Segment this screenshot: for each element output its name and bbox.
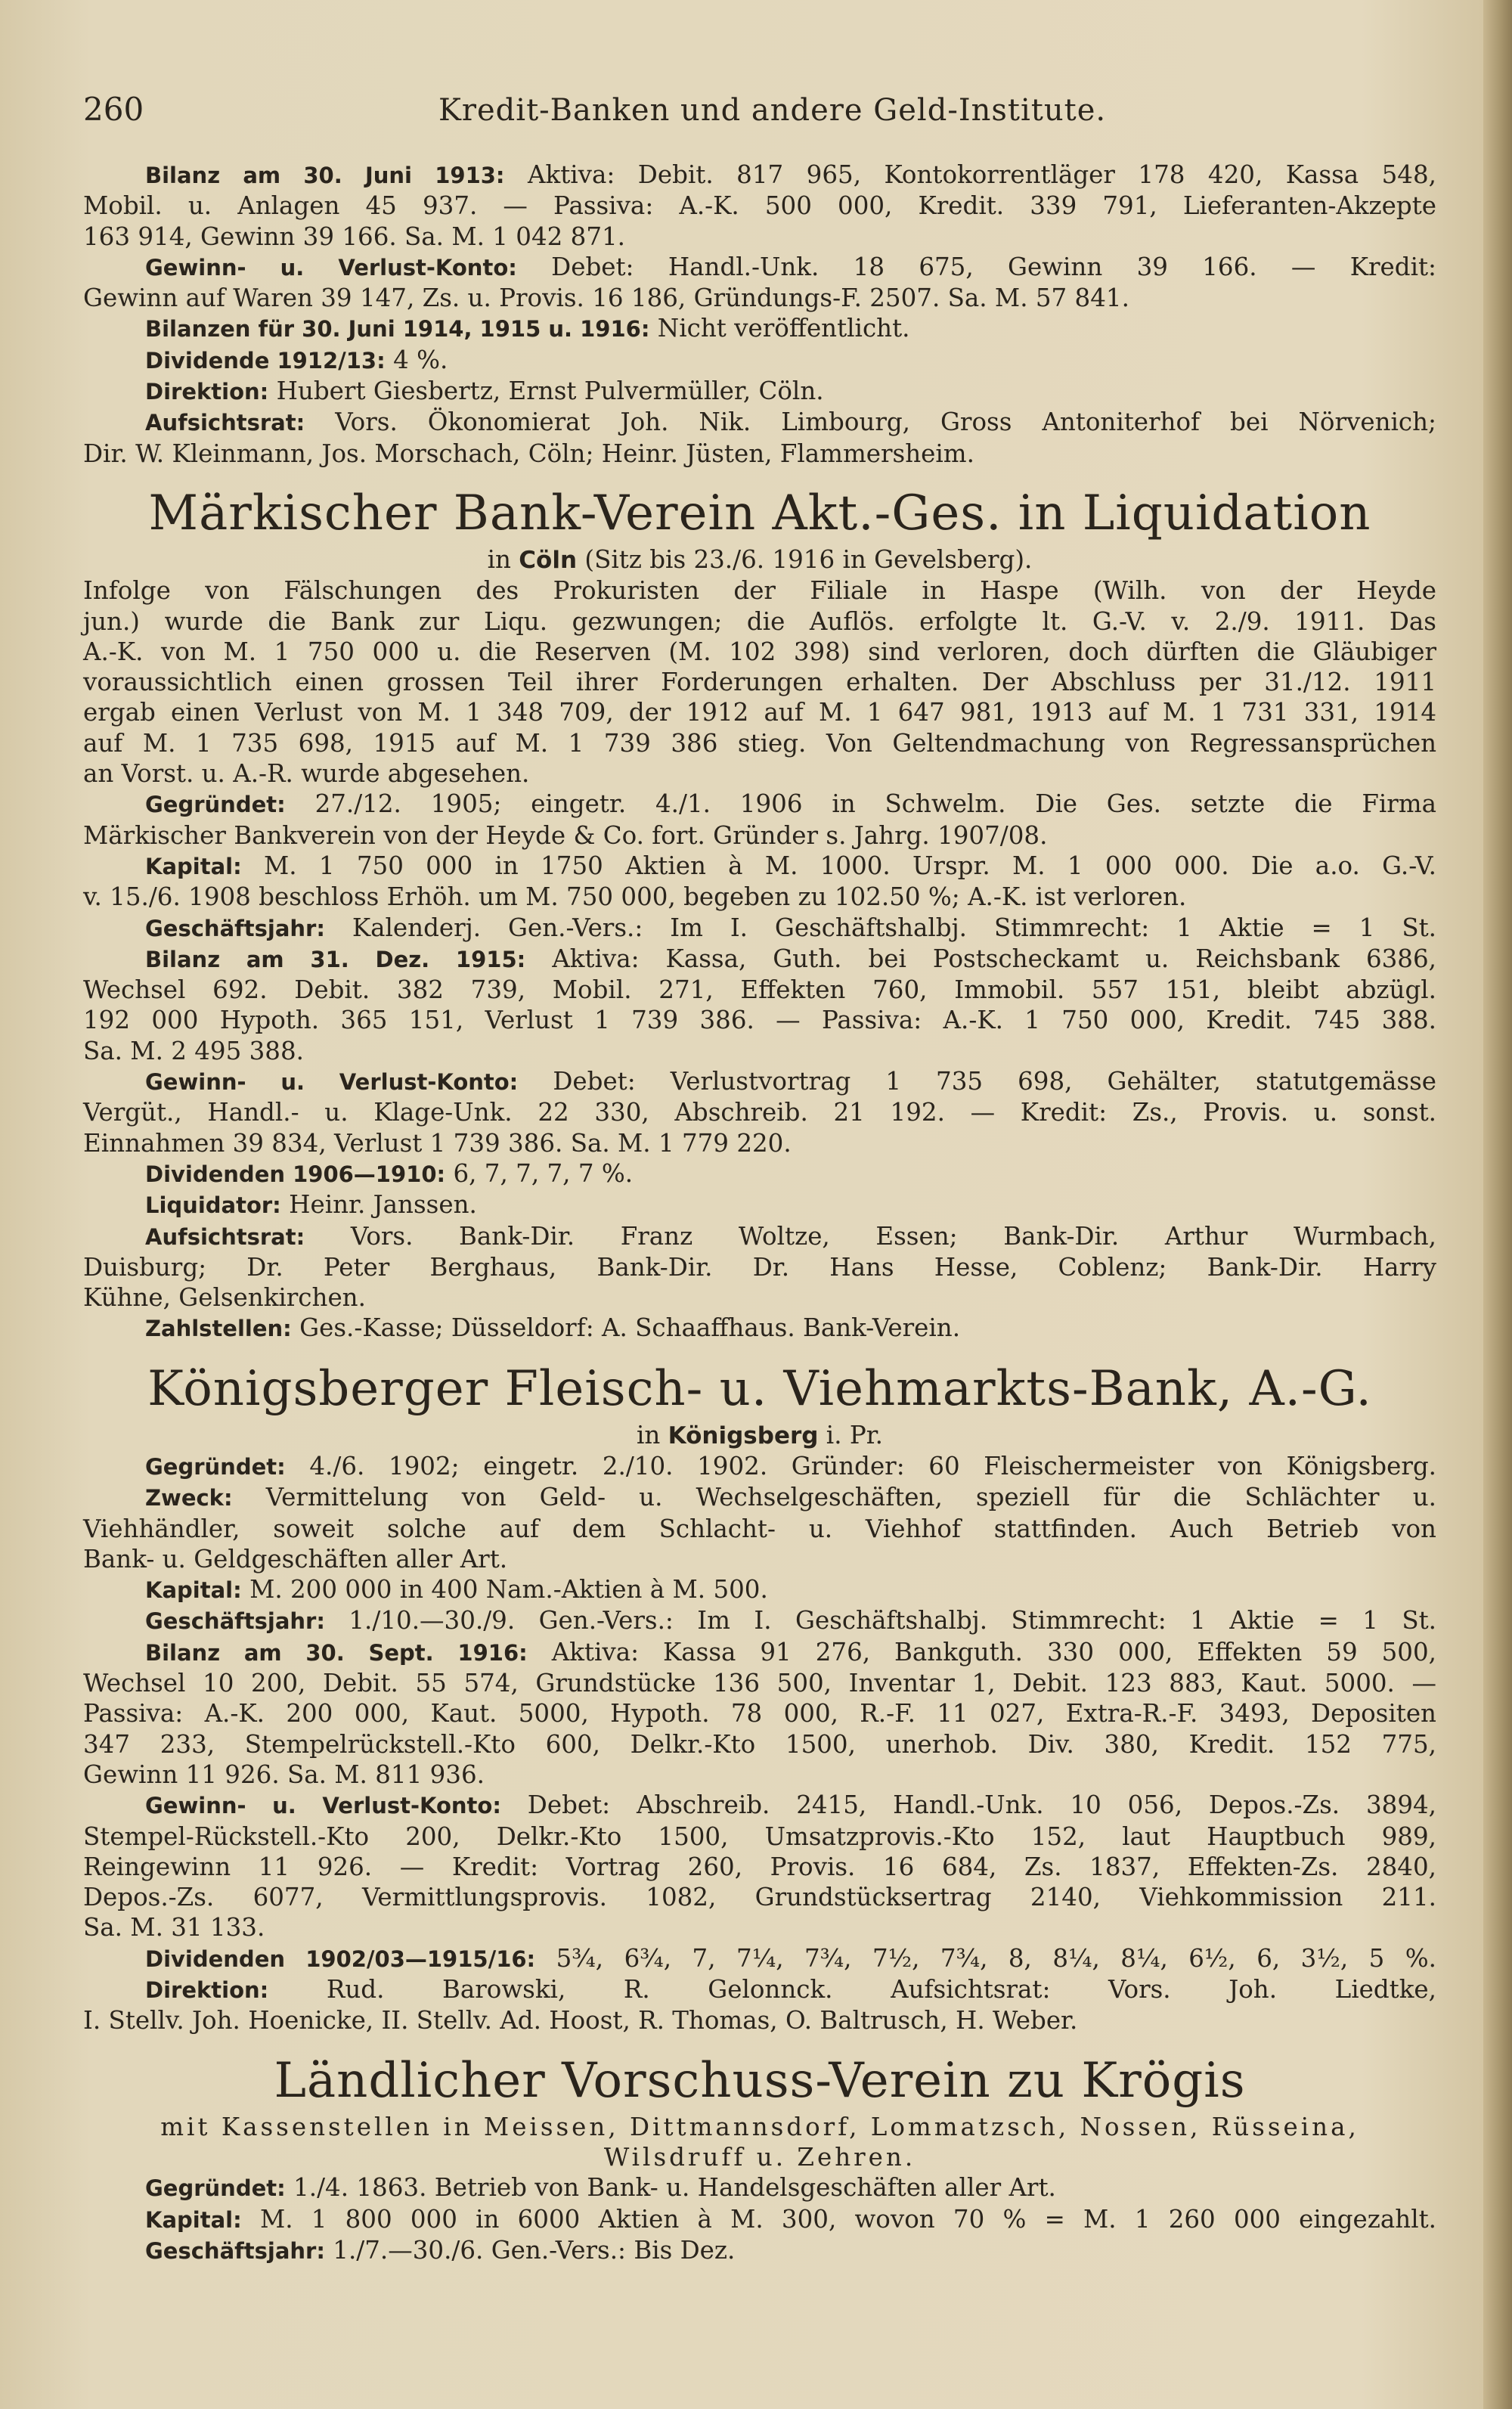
field-text: M. 1 750 000 in 1750 Aktien à M. 1000. Urspr. M. 1 000 000. Die a.o. G.-V. [264,851,1436,880]
field-text: Viehhändler, soweit solche auf dem Schlacht- u. Viehhof stattfinden. Auch Betrieb von [83,1514,1436,1543]
field-text: Vors. Ökonomierat Joh. Nik. Limbourg, Gross Antoniterhof bei Nörvenich; [335,408,1436,437]
text-line [83,606,1436,637]
field-text: Dir. W. Kleinmann, Jos. Morschach, Cöln; Heinr. Jüsten, Flammersheim. [83,439,974,468]
field-text: Stempel-Rückstell.-Kto 200, Delkr.-Kto 1500, Umsatzprovis.-Kto 152, laut Hauptbuch 989, [83,1821,1436,1851]
text-line [83,1668,1436,1698]
entry-field [83,1790,1436,1821]
text-line [83,1282,1436,1313]
field-label: Geschäftsjahr: [145,2237,325,2264]
location-place: Cöln [519,546,578,574]
entry-title: Ländlicher Vorschuss-Verein zu Krögis [274,2052,1246,2109]
field-text: auf M. 1 735 698, 1915 auf M. 1 739 386 stieg. Von Geltendmachung von Regressansprüchen [83,728,1436,758]
company-entry [83,160,1436,469]
field-text: Ges.-Kasse; Düsseldorf: A. Schaaffhaus. Bank-Verein. [299,1313,961,1343]
field-text: 347 233, Stempelrückstell.-Kto 600, Delkr.-Kto 1500, unerhob. Div. 380, Kredit. 152 775, [83,1729,1436,1759]
text-line [83,1821,1436,1852]
field-label: Bilanz am 30. Sept. 1916: [145,1639,528,1666]
field-text: Debet: Handl.-Unk. 18 675, Gewinn 39 166. — Kredit: [551,252,1436,281]
entry-field [83,1066,1436,1097]
field-label: Aufsichtsrat: [145,410,305,436]
text-line [83,439,1436,469]
entry-field [83,1221,1436,1252]
field-label: Zahlstellen: [145,1316,292,1342]
text-line [83,1698,1436,1728]
text-line [83,575,1436,606]
page-edge [1483,0,1512,2409]
entry-field [83,376,1436,407]
entry-field [83,1943,1436,1974]
field-text: 27./12. 1905; eingetr. 4./1. 1906 in Schwelm. Die Ges. setzte die Firma [314,789,1437,819]
field-label: Gewinn- u. Verlust-Konto: [145,1793,501,1819]
location-place: Königsberg [668,1422,819,1449]
field-text: 6, 7, 7, 7, 7 %. [453,1158,634,1188]
text-line [83,1128,1436,1158]
field-label: Direktion: [145,1977,269,2004]
field-text: Kühne, Gelsenkirchen. [83,1283,366,1313]
field-text: ergab einen Verlust von M. 1 348 709, der 1912 auf M. 1 647 981, 1913 auf M. 1 731 331, 1914 [83,698,1436,727]
field-label: Gegründet: [145,1453,286,1480]
text-line [83,1882,1436,1912]
entry-field [83,789,1436,820]
location-suffix: (Sitz bis 23./6. 1916 in Gevelsberg). [584,544,1033,574]
field-text: Wechsel 10 200, Debit. 55 574, Grundstücke 136 500, Inventar 1, Debit. 123 883, Kaut. 5000. — [83,1669,1436,1698]
field-text: I. Stellv. Joh. Hoenicke, II. Stellv. Ad. Hoost, R. Thomas, O. Baltrusch, H. Weber. [83,2006,1078,2035]
field-label: Gegründet: [145,792,286,818]
text-line [83,1036,1436,1066]
field-text: 4 %. [393,345,448,374]
field-text: Einnahmen 39 834, Verlust 1 739 386. Sa. M. 1 779 220. [83,1128,792,1158]
field-text: M. 1 800 000 in 6000 Aktien à M. 300, wovon 70 % = M. 1 260 000 eingezahlt. [259,2204,1436,2234]
text-line [83,1759,1436,1790]
text-line [83,1912,1436,1942]
entry-field [83,1574,1436,1605]
field-text: v. 15./6. 1908 beschloss Erhöh. um M. 750 000, begeben zu 102.50 %; A.-K. ist verloren. [83,882,1187,912]
running-title: Kredit-Banken und andere Geld-Institute. [438,93,1107,128]
field-text: Hubert Giesbertz, Ernst Pulvermüller, Cöln. [276,377,824,406]
field-text: 4./6. 1902; eingetr. 2./10. 1902. Gründer: 60 Fleischermeister von Königsberg. [309,1451,1436,1480]
entry-field [83,252,1436,283]
text-line [83,820,1436,851]
entry-field [83,160,1436,191]
entry-location-line: Wilsdruff u. Zehren. [603,2142,916,2172]
field-text: Sa. M. 2 495 388. [83,1036,304,1065]
field-label: Gewinn- u. Verlust-Konto: [145,254,517,281]
field-text: Bank- u. Geldgeschäften aller Art. [83,1544,508,1573]
field-label: Kapital: [145,1577,242,1604]
text-line [83,728,1436,758]
page-content [83,160,1436,2266]
company-entry [83,1360,1436,2036]
text-line [83,882,1436,912]
text-line [83,222,1436,252]
field-text: Infolge von Fälschungen des Prokuristen der Filiale in Haspe (Wilh. von der Heyde [83,576,1436,606]
field-label: Geschäftsjahr: [145,1608,325,1635]
entry-field [83,1158,1436,1189]
text-line [83,1544,1436,1574]
field-label: Dividenden 1902/03—1915/16: [145,1945,536,1972]
field-text: 1./4. 1863. Betrieb von Bank- u. Handelsgeschäften aller Art. [293,2173,1056,2203]
entry-field [83,407,1436,438]
field-label: Aufsichtsrat: [145,1223,305,1250]
field-text: jun.) wurde die Bank zur Liqu. gezwungen; die Auflös. erfolgte lt. G.-V. v. 2./9. 1911. Das [83,606,1436,636]
field-text: Rud. Barowski, R. Gelonnck. Aufsichtsrat: Vors. Joh. Liedtke, [326,1975,1436,2004]
company-entry [83,484,1436,1344]
field-label: Dividende 1912/13: [145,347,386,374]
entry-location [83,544,1436,575]
location-prefix: in [636,1420,661,1449]
field-text: Depos.-Zs. 6077, Vermittlungsprovis. 1082, Grundstücksertrag 2140, Viehkommission 211. [83,1883,1436,1912]
field-text: Debet: Abschreib. 2415, Handl.-Unk. 10 056, Depos.-Zs. 3894, [527,1790,1437,1820]
entry-field [83,313,1436,344]
text-line [83,697,1436,727]
field-text: Gewinn 11 926. Sa. M. 811 936. [83,1759,485,1789]
field-text: A.-K. von M. 1 750 000 u. die Reserven (M. 102 398) sind verloren, doch dürften die Gläubiger [83,637,1436,666]
location-suffix: i. Pr. [826,1420,884,1449]
entry-field [83,1482,1436,1513]
text-line [83,2005,1436,2035]
field-text: Gewinn auf Waren 39 147, Zs. u. Provis. 16 186, Gründungs-F. 2507. Sa. M. 57 841. [83,284,1129,313]
field-label: Zweck: [145,1485,233,1511]
field-label: Geschäftsjahr: [145,915,325,941]
field-label: Kapital: [145,853,242,879]
entry-field [83,944,1436,975]
field-text: 1./7.—30./6. Gen.-Vers.: Bis Dez. [333,2235,736,2265]
entry-field [83,1451,1436,1482]
field-label: Gegründet: [145,2175,286,2202]
field-text: Aktiva: Debit. 817 965, Kontokorrentläger 178 420, Kassa 548, [528,160,1436,189]
field-text: Vergüt., Handl.- u. Klage-Unk. 22 330, Abschreib. 21 192. — Kredit: Zs., Provis. u. sonst. [83,1098,1436,1127]
text-line [83,667,1436,697]
text-line [83,283,1436,313]
field-text: Debet: Verlustvortrag 1 735 698, Gehälter, statutgemässe [553,1067,1437,1096]
text-line [83,1729,1436,1759]
entry-field [83,1605,1436,1636]
entry-field [83,2172,1436,2203]
entry-field [83,1313,1436,1344]
entry-location-line: mit Kassenstellen in Meissen, Dittmannsdorf, Lommatzsch, Nossen, Rüsseina, [160,2112,1359,2141]
field-text: Vermittelung von Geld- u. Wechselgeschäften, speziell für die Schlächter u. [265,1483,1436,1512]
field-label: Direktion: [145,379,269,405]
entry-field [83,1637,1436,1668]
field-text: 163 914, Gewinn 39 166. Sa. M. 1 042 871. [83,222,626,251]
field-text: 1./10.—30./9. Gen.-Vers.: Im I. Geschäftshalbj. Stimmrecht: 1 Aktie = 1 St. [349,1606,1436,1635]
field-text: Wechsel 692. Debit. 382 739, Mobil. 271, Effekten 760, Immobil. 557 151, bleibt abzügl. [83,975,1436,1005]
field-text: voraussichtlich einen grossen Teil ihrer Forderungen erhalten. Der Abschluss per 31./12. 1911 [83,668,1436,697]
field-text: Mobil. u. Anlagen 45 937. — Passiva: A.-K. 500 000, Kredit. 339 791, Lieferanten-Akzepte [83,191,1436,221]
entry-field [83,2204,1436,2235]
text-line [83,1097,1436,1127]
location-prefix: in [487,544,511,574]
field-text: Duisburg; Dr. Peter Berghaus, Bank-Dir. Dr. Hans Hesse, Coblenz; Bank-Dir. Harry [83,1252,1436,1282]
field-text: Märkischer Bankverein von der Heyde & Co. fort. Gründer s. Jahrg. 1907/08. [83,820,1048,850]
field-text: 5¾, 6¾, 7, 7¼, 7¾, 7½, 7¾, 8, 8¼, 8¼, 6½, 6, 3½, 5 %. [556,1943,1436,1973]
text-line [83,191,1436,221]
entry-field [83,345,1436,376]
field-text: Passiva: A.-K. 200 000, Kaut. 5000, Hypoth. 78 000, R.-F. 11 027, Extra-R.-F. 3493, Depositen [83,1699,1436,1728]
field-label: Liquidator: [145,1192,281,1219]
field-label: Bilanz am 30. Juni 1913: [145,163,505,188]
field-text: Heinr. Janssen. [289,1190,477,1220]
entry-field [83,2235,1436,2266]
field-label: Kapital: [145,2206,242,2233]
field-text: Aktiva: Kassa, Guth. bei Postscheckamt u. Reichsbank 6386, [552,944,1436,973]
field-text: Sa. M. 31 133. [83,1913,265,1942]
field-text: Reingewinn 11 926. — Kredit: Vortrag 260, Provis. 16 684, Zs. 1837, Effekten-Zs. 2840, [83,1852,1436,1881]
text-line [83,637,1436,667]
text-line [83,1252,1436,1282]
field-text: M. 200 000 in 400 Nam.-Aktien à M. 500. [249,1575,768,1604]
entry-field [83,913,1436,944]
entry-title: Märkischer Bank-Verein Akt.-Ges. in Liquidation [148,485,1371,541]
field-label: Gewinn- u. Verlust-Konto: [145,1069,519,1096]
field-text: 192 000 Hypoth. 365 151, Verlust 1 739 386. — Passiva: A.-K. 1 750 000, Kredit. 745 388. [83,1006,1436,1035]
field-text: Aktiva: Kassa 91 276, Bankguth. 330 000, Effekten 59 500, [551,1637,1436,1666]
field-label: Bilanz am 31. Dez. 1915: [145,946,526,972]
text-line [83,758,1436,789]
company-entry [83,2051,1436,2266]
text-line [83,1852,1436,1882]
text-line [83,1005,1436,1035]
field-label: Bilanzen für 30. Juni 1914, 1915 u. 1916: [145,316,650,343]
page-number: 260 [83,91,144,128]
text-line [83,1514,1436,1544]
field-text: Kalenderj. Gen.-Vers.: Im I. Geschäftshalbj. Stimmrecht: 1 Aktie = 1 St. [352,913,1436,942]
field-text: Vors. Bank-Dir. Franz Woltze, Essen; Bank-Dir. Arthur Wurmbach, [350,1221,1436,1251]
entry-field [83,851,1436,882]
text-line [83,975,1436,1005]
entry-location [83,1420,1436,1451]
entry-title: Königsberger Fleisch- u. Viehmarkts-Bank, A.-G. [147,1360,1372,1417]
entry-field [83,1189,1436,1220]
page-header [83,91,1436,128]
field-label: Dividenden 1906—1910: [145,1161,446,1187]
field-text: Nicht veröffentlicht. [657,314,910,343]
entry-field [83,1974,1436,2005]
field-text: an Vorst. u. A.-R. wurde abgesehen. [83,759,530,789]
